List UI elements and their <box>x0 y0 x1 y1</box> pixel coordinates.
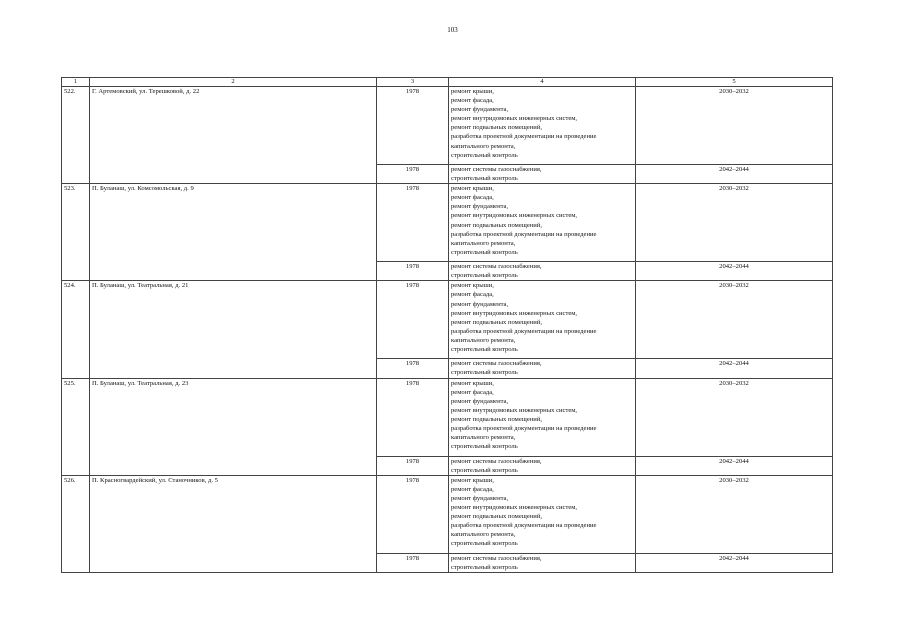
works-cell <box>449 475 636 553</box>
period-cell: 2030–2032 <box>636 184 833 262</box>
work-item: капитального ремонта, <box>451 142 516 150</box>
period-cell: 2042–2044 <box>636 359 833 378</box>
work-item: капитального ремонта, <box>451 239 516 247</box>
year-cell: 1978 <box>377 553 449 572</box>
work-item: ремонт внутридомовых инженерных систем, <box>451 309 578 317</box>
table-row <box>62 87 833 165</box>
address-cell: П. Буланаш, ул. Комсомольская, д. 9 <box>90 184 377 281</box>
works-cell <box>449 281 636 359</box>
work-item: ремонт фасада, <box>451 97 494 105</box>
work-item: разработка проектной документации на проведение <box>451 133 597 141</box>
table-row <box>62 378 833 456</box>
work-item: ремонт фундамента, <box>451 397 509 405</box>
work-item: строительный контроль <box>451 563 518 571</box>
works-cell <box>449 184 636 262</box>
work-item: строительный контроль <box>451 443 518 451</box>
work-item: ремонт фасада, <box>451 291 494 299</box>
page-number: 103 <box>447 26 458 34</box>
period-cell: 2042–2044 <box>636 456 833 475</box>
table-row <box>62 281 833 359</box>
address-cell: Г. Артемовский, ул. Терешковой, д. 22 <box>90 87 377 184</box>
work-item: разработка проектной документации на проведение <box>451 425 597 433</box>
work-item: ремонт подвальных помещений, <box>451 221 542 229</box>
work-item: строительный контроль <box>451 151 518 159</box>
year-cell: 1978 <box>377 359 449 378</box>
works-cell <box>449 456 636 475</box>
period-cell: 2042–2044 <box>636 165 833 184</box>
works-cell <box>449 359 636 378</box>
work-item: ремонт системы газоснабжения, <box>451 554 542 562</box>
year-cell: 1978 <box>377 378 449 456</box>
work-item: ремонт подвальных помещений, <box>451 124 542 132</box>
works-cell <box>449 262 636 281</box>
work-item: разработка проектной документации на проведение <box>451 522 597 530</box>
work-item: строительный контроль <box>451 369 518 377</box>
row-number: 525. <box>62 378 90 475</box>
year-cell: 1978 <box>377 456 449 475</box>
works-cell <box>449 378 636 456</box>
work-item: строительный контроль <box>451 540 518 548</box>
column-number-row <box>62 78 833 87</box>
year-cell: 1978 <box>377 165 449 184</box>
work-item: ремонт крыши, <box>451 88 494 95</box>
year-cell: 1978 <box>377 475 449 553</box>
address-cell: П. Буланаш, ул. Театральная, д. 23 <box>90 378 377 475</box>
works-cell <box>449 87 636 165</box>
work-item: ремонт подвальных помещений, <box>451 513 542 521</box>
work-item: ремонт крыши, <box>451 476 494 484</box>
year-cell: 1978 <box>377 262 449 281</box>
work-item: строительный контроль <box>451 175 518 183</box>
column-header: 4 <box>449 78 636 87</box>
work-item: ремонт фундамента, <box>451 106 509 114</box>
work-item: ремонт фундамента, <box>451 300 509 308</box>
work-item: ремонт фундамента, <box>451 494 509 502</box>
period-cell: 2030–2032 <box>636 475 833 553</box>
repair-schedule-table <box>61 77 833 573</box>
row-number: 524. <box>62 281 90 378</box>
work-item: строительный контроль <box>451 346 518 354</box>
address-cell: П. Красногвардейский, ул. Станочников, д. 5 <box>90 475 377 572</box>
work-item: строительный контроль <box>451 248 518 256</box>
column-header: 2 <box>90 78 377 87</box>
work-item: ремонт фасада, <box>451 194 494 202</box>
column-header: 3 <box>377 78 449 87</box>
work-item: ремонт крыши, <box>451 282 494 290</box>
period-cell: 2042–2044 <box>636 553 833 572</box>
work-item: капитального ремонта, <box>451 531 516 539</box>
work-item: капитального ремонта, <box>451 434 516 442</box>
work-item: ремонт системы газоснабжения, <box>451 457 542 465</box>
year-cell: 1978 <box>377 87 449 165</box>
work-item: ремонт фасада, <box>451 485 494 493</box>
work-item: ремонт фасада, <box>451 388 494 396</box>
work-item: ремонт внутридомовых инженерных систем, <box>451 115 578 123</box>
work-item: ремонт крыши, <box>451 379 494 387</box>
works-cell <box>449 165 636 184</box>
work-item: строительный контроль <box>451 466 518 474</box>
year-cell: 1978 <box>377 184 449 262</box>
address-cell: П. Буланаш, ул. Театральная, д. 21 <box>90 281 377 378</box>
table-row <box>62 475 833 553</box>
period-cell: 2030–2032 <box>636 87 833 165</box>
work-item: ремонт системы газоснабжения, <box>451 166 542 173</box>
column-header: 5 <box>636 78 833 87</box>
row-number: 526. <box>62 475 90 572</box>
period-cell: 2030–2032 <box>636 378 833 456</box>
work-item: ремонт внутридомовых инженерных систем, <box>451 212 578 220</box>
works-cell <box>449 553 636 572</box>
work-item: строительный контроль <box>451 272 518 280</box>
row-number: 523. <box>62 184 90 281</box>
work-item: ремонт крыши, <box>451 185 494 193</box>
year-cell: 1978 <box>377 281 449 359</box>
work-item: ремонт внутридомовых инженерных систем, <box>451 504 578 512</box>
work-item: ремонт внутридомовых инженерных систем, <box>451 406 578 414</box>
work-item: ремонт фундамента, <box>451 203 509 211</box>
period-cell: 2042–2044 <box>636 262 833 281</box>
work-item: ремонт системы газоснабжения, <box>451 360 542 368</box>
period-cell: 2030–2032 <box>636 281 833 359</box>
work-item: разработка проектной документации на проведение <box>451 327 597 335</box>
work-item: ремонт системы газоснабжения, <box>451 263 542 271</box>
work-item: капитального ремонта, <box>451 336 516 344</box>
work-item: ремонт подвальных помещений, <box>451 318 542 326</box>
column-header: 1 <box>62 78 90 87</box>
table-row <box>62 184 833 262</box>
work-item: разработка проектной документации на проведение <box>451 230 597 238</box>
row-number: 522. <box>62 87 90 184</box>
work-item: ремонт подвальных помещений, <box>451 415 542 423</box>
